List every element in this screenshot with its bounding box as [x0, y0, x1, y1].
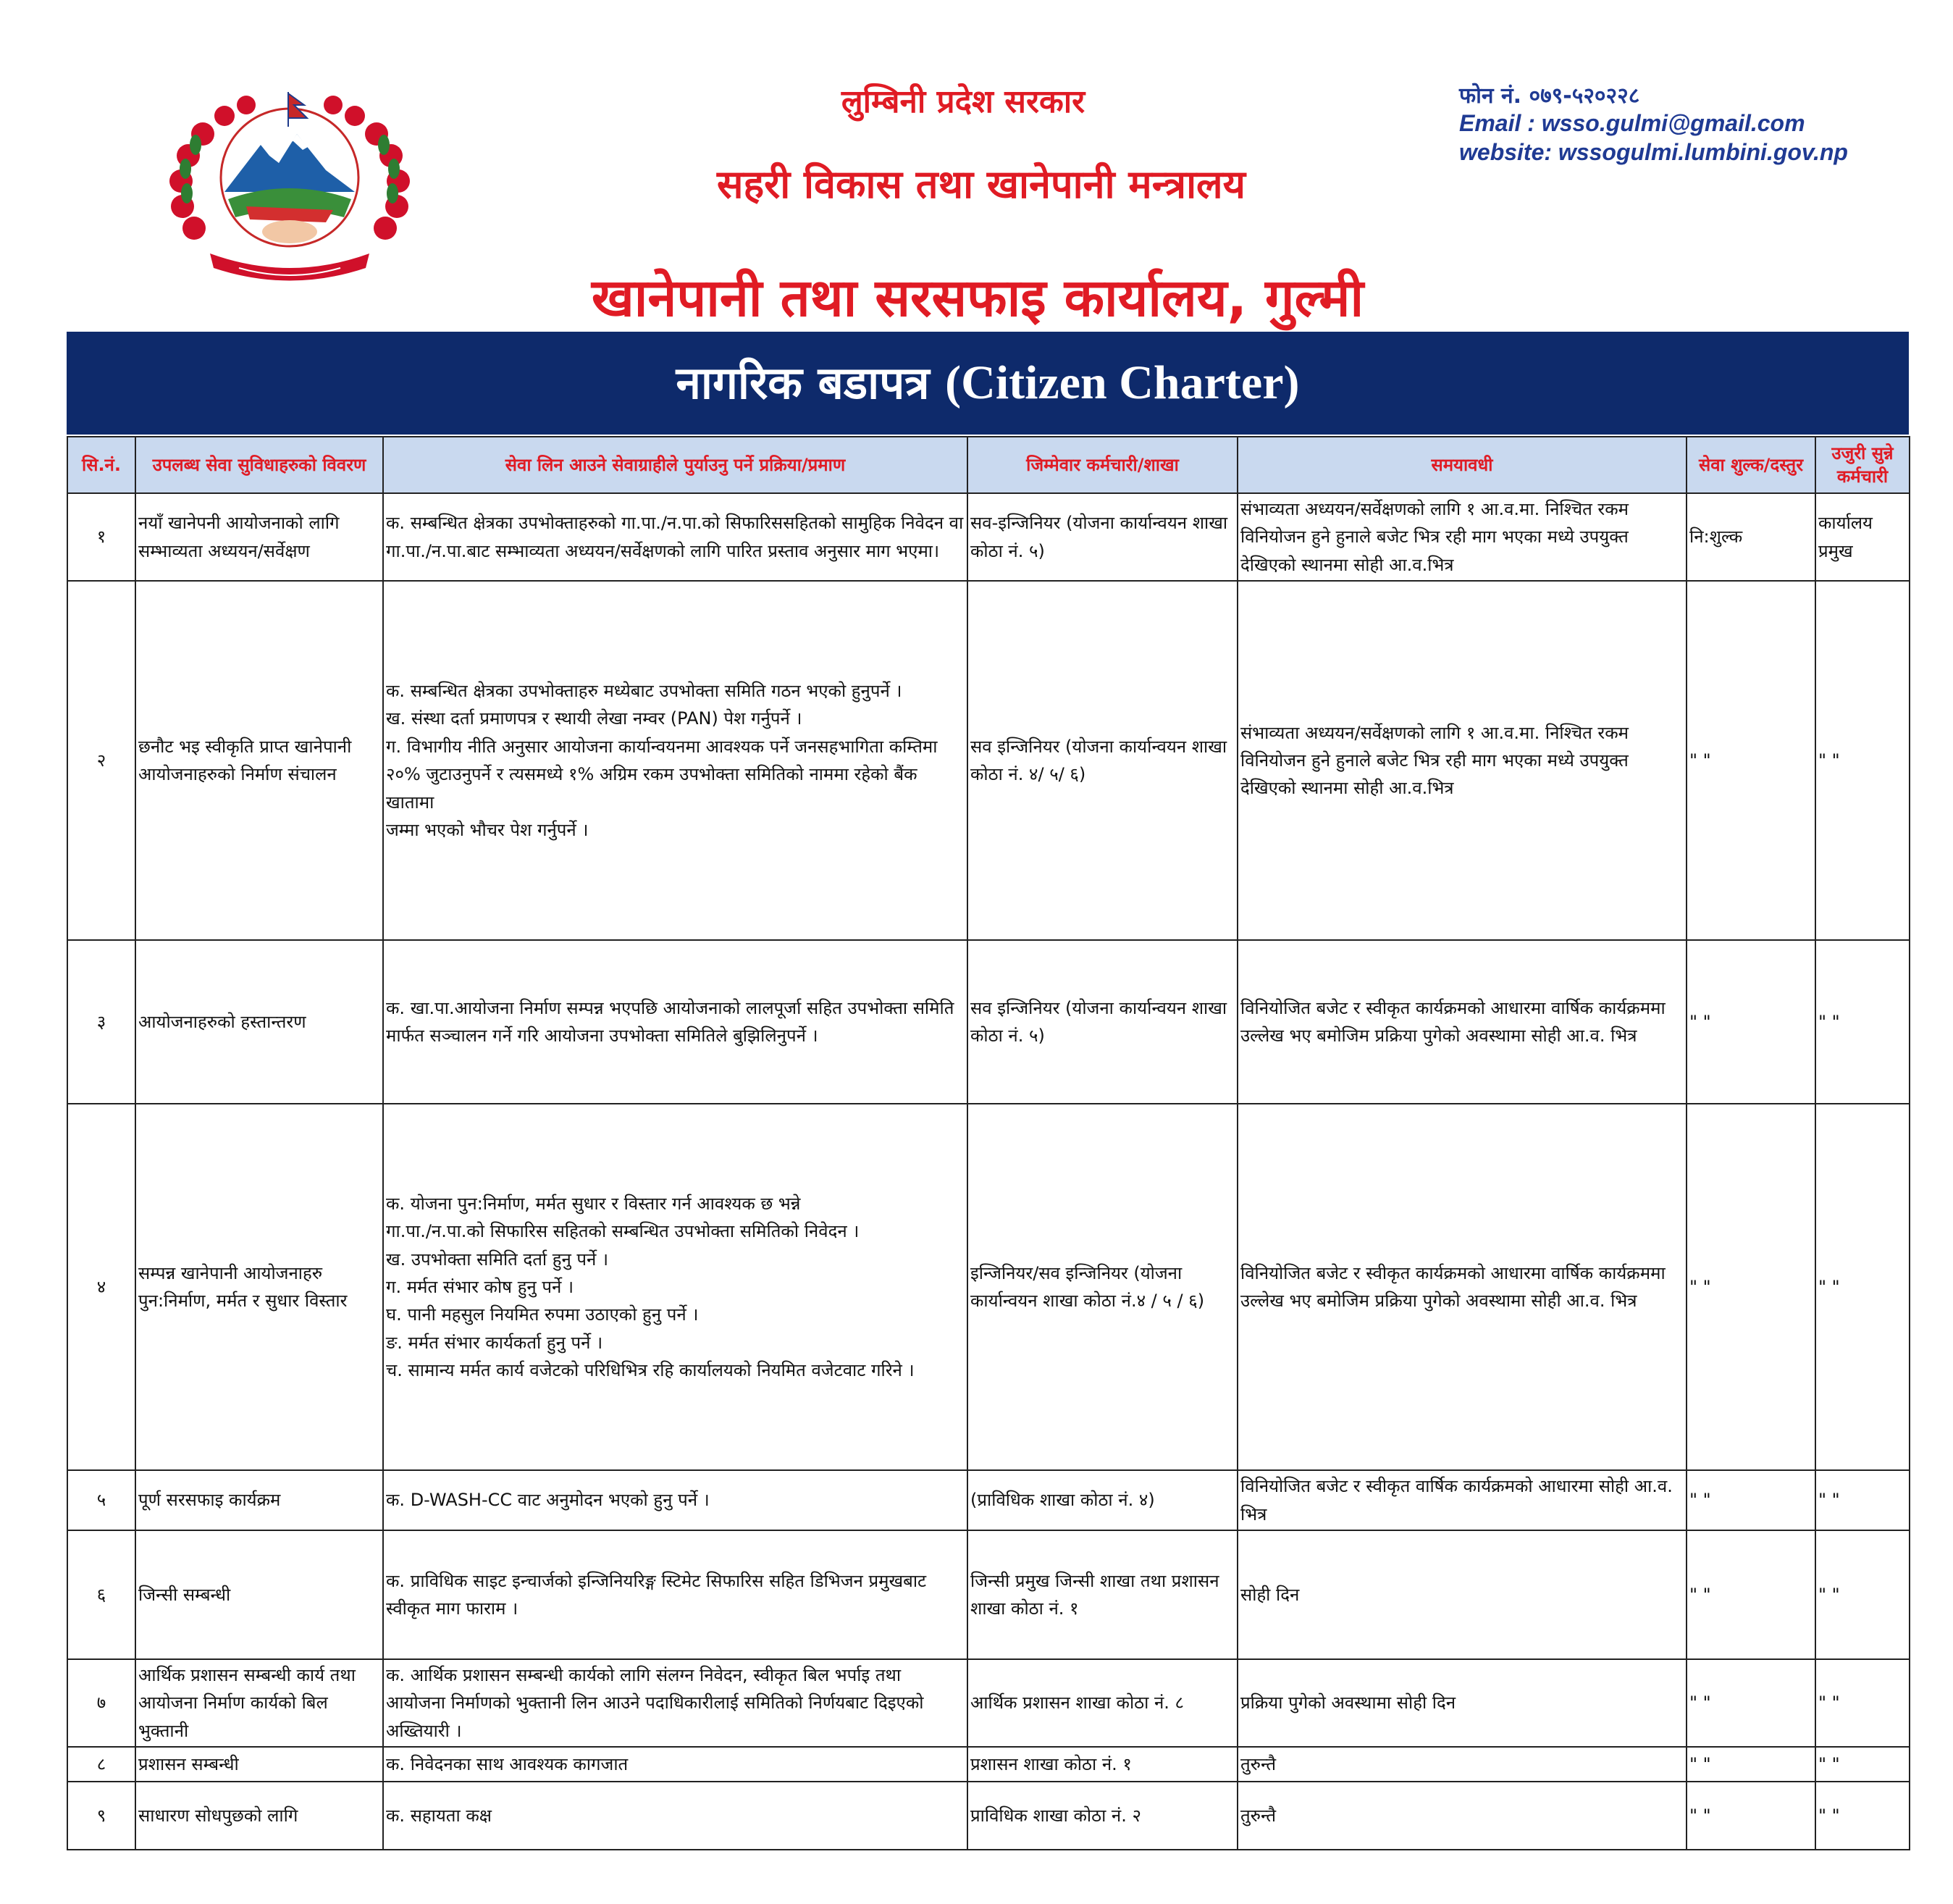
table-row	[67, 1530, 1910, 1659]
cell-serial: ५	[67, 1470, 135, 1530]
cell-time: तुरुन्तै	[1238, 1747, 1687, 1782]
cell-service: आर्थिक प्रशासन सम्बन्धी कार्य तथा आयोजना निर्माण कार्यको बिल भुक्तानी	[135, 1659, 383, 1747]
cell-process: क. खा.पा.आयोजना निर्माण सम्पन्न भएपछि आयोजनाको लालपूर्जा सहित उपभोक्ता समिति मार्फत सञ्चालन गर्ने गरि आयोजना उपभोक्ता समितिले बुझिलिनुपर्ने ।	[383, 940, 967, 1104]
header-process: सेवा लिन आउने सेवाग्राहीले पुर्याउनु पर्ने प्रक्रिया/प्रमाण	[383, 437, 967, 493]
header-service: उपलब्ध सेवा सुविधाहरुको विवरण	[135, 437, 383, 493]
cell-process: क. D-WASH-CC वाट अनुमोदन भएको हुनु पर्ने ।	[383, 1470, 967, 1530]
cell-complaint: " "	[1815, 1104, 1910, 1470]
cell-process: क. प्राविधिक साइट इन्चार्जको इन्जिनियरिङ्ग स्टिमेट सिफारिस सहित डिभिजन प्रमुखबाट स्वीकृत माग फाराम ।	[383, 1530, 967, 1659]
office-title: खानेपानी तथा सरसफाइ कार्यालय, गुल्मी	[591, 267, 1364, 328]
cell-complaint: " "	[1815, 1782, 1910, 1850]
header-fee: सेवा शुल्क/दस्तुर	[1687, 437, 1815, 493]
cell-process: क. सम्बन्धित क्षेत्रका उपभोक्ताहरु मध्येबाट उपभोक्ता समिति गठन भएको हुनुपर्ने । ख. संस्था दर्ता प्रमाणपत्र र स्थायी लेखा नम्वर (PAN) पेश गर्नुपर्ने । ग. विभागीय नीति अनुसार आयोजना कार्यान्वयनमा आवश्यक पर्ने जनसहभागिता कम्तिमा २०% जुटाउनुपर्ने र त्यसमध्ये १% अग्रिम रकम उपभोक्ता समितिको नाममा रहेको बैंक खातामा जम्मा भएको भौचर पेश गर्नुपर्ने ।	[383, 581, 967, 940]
ministry-name: सहरी विकास तथा खानेपानी मन्त्रालय	[716, 162, 1246, 207]
cell-time: तुरुन्तै	[1238, 1782, 1687, 1850]
cell-responsible: प्रशासन शाखा कोठा नं. १	[967, 1747, 1238, 1782]
table-row	[67, 1659, 1910, 1747]
cell-responsible: सव इन्जिनियर (योजना कार्यान्वयन शाखा कोठा नं. ४/ ५/ ६)	[967, 581, 1238, 940]
cell-fee: " "	[1687, 1104, 1815, 1470]
government-name: लुम्बिनी प्रदेश सरकार	[841, 83, 1085, 120]
cell-process: क. निवेदनका साथ आवश्यक कागजात	[383, 1747, 967, 1782]
cell-service: साधारण सोधपुछको लागि	[135, 1782, 383, 1850]
table-row	[67, 581, 1910, 940]
cell-complaint: " "	[1815, 1747, 1910, 1782]
cell-time: संभाव्यता अध्ययन/सर्वेक्षणको लागि १ आ.व.मा. निश्चित रकम विनियोजन हुने हुनाले बजेट भित्र रही माग भएका मध्ये उपयुक्त देखिएको स्थानमा सोही आ.व.भित्र	[1238, 493, 1687, 581]
email-link[interactable]: wsso.gulmi@gmail.com	[1541, 110, 1805, 136]
cell-process: क. सहायता कक्ष	[383, 1782, 967, 1850]
cell-complaint: " "	[1815, 1659, 1910, 1747]
table-row	[67, 493, 1910, 581]
cell-time: प्रक्रिया पुगेको अवस्थामा सोही दिन	[1238, 1659, 1687, 1747]
nepal-emblem-logo	[159, 83, 420, 301]
cell-process: क. योजना पुन:निर्माण, मर्मत सुधार र विस्तार गर्न आवश्यक छ भन्ने गा.पा./न.पा.को सिफारिस सहितको सम्बन्धित उपभोक्ता समितिको निवेदन । ख. उपभोक्ता समिति दर्ता हुनु पर्ने । ग. मर्मत संभार कोष हुनु पर्ने । घ. पानी महसुल नियमित रुपमा उठाएको हुनु पर्ने । ङ. मर्मत संभार कार्यकर्ता हुनु पर्ने । च. सामान्य मर्मत कार्य वजेटको परिधिभित्र रहि कार्यालयको नियमित वजेटवाट गरिने ।	[383, 1104, 967, 1470]
cell-service: पूर्ण सरसफाइ कार्यक्रम	[135, 1470, 383, 1530]
table-row	[67, 1747, 1910, 1782]
website-link[interactable]: wssogulmi.lumbini.gov.np	[1558, 139, 1848, 165]
citizen-charter-banner	[67, 332, 1909, 435]
cell-fee: " "	[1687, 1659, 1815, 1747]
header-time: समयावधी	[1238, 437, 1687, 493]
cell-time: विनियोजित बजेट र स्वीकृत कार्यक्रमको आधारमा वार्षिक कार्यक्रममा उल्लेख भए बमोजिम प्रक्रिया पुगेको अवस्थामा सोही आ.व. भित्र	[1238, 1104, 1687, 1470]
cell-serial: ८	[67, 1747, 135, 1782]
cell-fee: " "	[1687, 581, 1815, 940]
cell-fee: " "	[1687, 1470, 1815, 1530]
cell-time: विनियोजित बजेट र स्वीकृत कार्यक्रमको आधारमा वार्षिक कार्यक्रममा उल्लेख भए बमोजिम प्रक्रिया पुगेको अवस्थामा सोही आ.व. भित्र	[1238, 940, 1687, 1104]
table-row	[67, 1104, 1910, 1470]
table-header-row	[67, 437, 1910, 493]
cell-service: प्रशासन सम्बन्धी	[135, 1747, 383, 1782]
cell-serial: ४	[67, 1104, 135, 1470]
cell-fee: नि:शुल्क	[1687, 493, 1815, 581]
email-line	[1459, 110, 1805, 137]
cell-service: नयाँ खानेपनी आयोजनाको लागि सम्भाव्यता अध्ययन/सर्वेक्षण	[135, 493, 383, 581]
cell-serial: ९	[67, 1782, 135, 1850]
banner-title-nepali: नागरिक बडापत्र	[676, 356, 930, 409]
cell-responsible: जिन्सी प्रमुख जिन्सी शाखा तथा प्रशासन शाखा कोठा नं. १	[967, 1530, 1238, 1659]
email-label: Email :	[1459, 110, 1535, 136]
cell-fee: " "	[1687, 1747, 1815, 1782]
cell-service: आयोजनाहरुको हस्तान्तरण	[135, 940, 383, 1104]
cell-service: जिन्सी सम्बन्धी	[135, 1530, 383, 1659]
cell-responsible: आर्थिक प्रशासन शाखा कोठा नं. ८	[967, 1659, 1238, 1747]
cell-fee: " "	[1687, 940, 1815, 1104]
cell-responsible: (प्राविधिक शाखा कोठा नं. ४)	[967, 1470, 1238, 1530]
cell-complaint: " "	[1815, 1530, 1910, 1659]
cell-serial: ३	[67, 940, 135, 1104]
cell-complaint: " "	[1815, 1470, 1910, 1530]
cell-fee: " "	[1687, 1530, 1815, 1659]
cell-serial: १	[67, 493, 135, 581]
cell-complaint: " "	[1815, 940, 1910, 1104]
cell-complaint: " "	[1815, 581, 1910, 940]
table-row	[67, 940, 1910, 1104]
banner-title-english: (Citizen Charter)	[945, 356, 1300, 409]
cell-responsible: इन्जिनियर/सव इन्जिनियर (योजना कार्यान्वयन शाखा कोठा नं.४ / ५ / ६)	[967, 1104, 1238, 1470]
phone-number: फोन नं. ०७९-५२०२२८	[1459, 83, 1640, 109]
cell-time: सोही दिन	[1238, 1530, 1687, 1659]
website-line	[1459, 139, 1848, 166]
cell-serial: ६	[67, 1530, 135, 1659]
cell-service: सम्पन्न खानेपानी आयोजनाहरु पुन:निर्माण, मर्मत र सुधार विस्तार	[135, 1104, 383, 1470]
cell-process: क. सम्बन्धित क्षेत्रका उपभोक्ताहरुको गा.पा./न.पा.को सिफारिससहितको सामुहिक निवेदन वा गा.पा./न.पा.बाट सम्भाव्यता अध्ययन/सर्वेक्षणको लागि पारित प्रस्ताव अनुसार माग भएमा।	[383, 493, 967, 581]
cell-complaint: कार्यालय प्रमुख	[1815, 493, 1910, 581]
cell-responsible: सव-इन्जिनियर (योजना कार्यान्वयन शाखा कोठा नं. ५)	[967, 493, 1238, 581]
cell-serial: ७	[67, 1659, 135, 1747]
cell-process: क. आर्थिक प्रशासन सम्बन्धी कार्यको लागि संलग्न निवेदन, स्वीकृत बिल भर्पाइ तथा आयोजना निर्माणको भुक्तानी लिन आउने पदाधिकारीलाई समितिको निर्णयबाट दिइएको अख्तियारी ।	[383, 1659, 967, 1747]
cell-time: संभाव्यता अध्ययन/सर्वेक्षणको लागि १ आ.व.मा. निश्चित रकम विनियोजन हुने हुनाले बजेट भित्र रही माग भएका मध्ये उपयुक्त देखिएको स्थानमा सोही आ.व.भित्र	[1238, 581, 1687, 940]
cell-time: विनियोजित बजेट र स्वीकृत वार्षिक कार्यक्रमको आधारमा सोही आ.व. भित्र	[1238, 1470, 1687, 1530]
table-row	[67, 1470, 1910, 1530]
header-serial: सि.नं.	[67, 437, 135, 493]
cell-fee: " "	[1687, 1782, 1815, 1850]
cell-service: छनौट भइ स्वीकृति प्राप्त खानेपानी आयोजनाहरुको निर्माण संचालन	[135, 581, 383, 940]
citizen-charter-table	[67, 436, 1910, 1850]
cell-serial: २	[67, 581, 135, 940]
header-responsible: जिम्मेवार कर्मचारी/शाखा	[967, 437, 1238, 493]
header-complaint: उजुरी सुन्ने कर्मचारी	[1815, 437, 1910, 493]
website-label: website:	[1459, 139, 1553, 165]
cell-responsible: सव इन्जिनियर (योजना कार्यान्वयन शाखा कोठा नं. ५)	[967, 940, 1238, 1104]
cell-responsible: प्राविधिक शाखा कोठा नं. २	[967, 1782, 1238, 1850]
table-row	[67, 1782, 1910, 1850]
